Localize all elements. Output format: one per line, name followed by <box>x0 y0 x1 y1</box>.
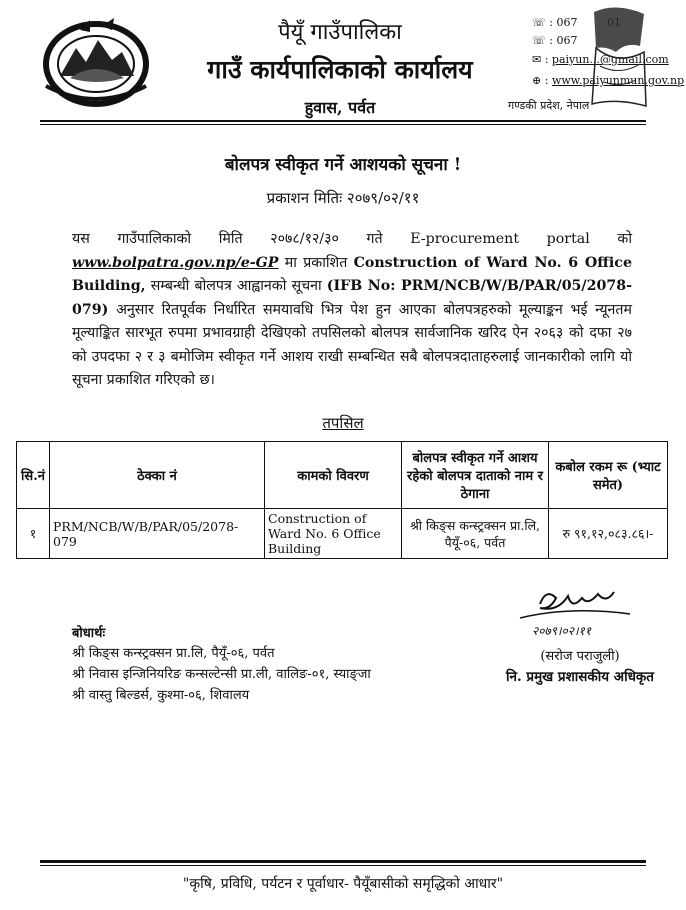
phone-line-1: ☏ : 067 <box>532 16 578 29</box>
footer-rule-thin <box>40 865 646 866</box>
signature-date: २०७९।०२।११ <box>532 624 592 638</box>
signatory-post: नि. प्रमुख प्रशासकीय अधिकृत <box>506 669 654 685</box>
header-rule-thin <box>40 124 646 125</box>
body-text-4: अनुसार रितपूर्वक निर्धारित समयावधि भित्र पेश हुन आएका बोलपत्रहरुको मूल्याङ्कन भई न्यूनतम मूल्याङ्कित सारभूत रुपमा प्रभावग्राही देखिएको तपसिलको बोलपत्र सार्वजानिक खरिद ऐन २०६३ को दफा २७ को उपदफा २ र ३ बमोजिम स्वीकृत गर्ने आशय राखी सम्बन्धित सबै बोलपत्रदाताहरुलाई जानकारीको लागि यो सूचना प्रकाशित गरिएको छ। <box>72 301 632 388</box>
cc-item: श्री वास्तु बिल्डर्स, कुश्मा-०६, शिवालय <box>72 688 250 703</box>
province: गण्डकी प्रदेश, नेपाल <box>508 99 590 112</box>
body-text-3: सम्बन्धी बोलपत्र आह्वानको सूचना <box>150 278 322 294</box>
notice-title: बोलपत्र स्वीकृत गर्ने आशयको सूचना ! <box>224 155 462 175</box>
cell-contract: PRM/NCB/W/B/PAR/05/2078-079 <box>50 509 265 559</box>
cell-work: Construction of Ward No. 6 Office Building <box>265 509 402 559</box>
ifb-number: (IFB No: PRM/NCB/W/B/PAR/05/2078-079) <box>72 278 632 318</box>
email-line: ✉ : paiyun...@gmail.com <box>532 53 669 66</box>
cc-item: श्री किङ्स कन्स्ट्रक्सन प्रा.लि, पैयूँ-०६, पर्वत <box>72 646 275 661</box>
footer-slogan: "कृषि, प्रविधि, पर्यटन र पूर्वाधार- पैयूँबासीको समृद्धिको आधार" <box>182 876 504 892</box>
office-stamp <box>586 6 650 110</box>
website-line: ⊕ : www.paiyunmun.gov.np <box>532 74 685 87</box>
col-sn: सि.नं <box>17 442 50 509</box>
mail-icon: ✉ : <box>532 53 552 66</box>
bolpatra-link[interactable]: www.bolpatra.gov.np/e-GP <box>72 254 279 271</box>
nepal-emblem-logo <box>40 16 152 108</box>
cc-item: श्री निवास इन्जिनियरिङ कन्सल्टेन्सी प्रा.ली, वालिङ-०१, स्याङ्जा <box>72 667 371 682</box>
cell-bidder: श्री किङ्स कन्स्ट्रक्सन प्रा.लि, पैयूँ-०६, पर्वत <box>402 509 549 559</box>
body-text-2: मा प्रकाशित <box>284 254 348 271</box>
col-contract: ठेक्का नं <box>50 442 265 509</box>
office-location: हुवास, पर्वत <box>304 98 376 117</box>
table-header-row <box>17 442 668 509</box>
body-text-1: यस गाउँपालिकाको मिति २०७८/१२/३० गते E-procurement portal को <box>72 231 632 247</box>
cell-sn: १ <box>17 509 50 559</box>
signatory-name: (सरोज पराजुली) <box>540 649 620 664</box>
table-row <box>17 509 668 559</box>
cc-label: बोधार्थः <box>72 626 106 641</box>
office-name: गाउँ कार्यपालिकाको कार्यालय <box>207 55 473 84</box>
fax-icon: ☏ : <box>532 34 557 47</box>
col-amount: कबोल रकम रू (भ्याट समेत) <box>549 442 668 509</box>
header-rule <box>40 120 646 122</box>
phone-line-2: ☏ : 067 <box>532 34 578 47</box>
publication-date: प्रकाशन मितिः २०७९/०२/११ <box>266 189 420 207</box>
globe-icon: ⊕ : <box>532 74 552 87</box>
municipality-name: पैयूँ गाउँपालिका <box>278 20 402 45</box>
project-name: Construction of Ward No. 6 Office Building, <box>72 254 632 294</box>
notice-body <box>72 228 632 393</box>
col-bidder: बोलपत्र स्वीकृत गर्ने आशय रहेको बोलपत्र दाताको नाम र ठेगाना <box>402 442 549 509</box>
details-heading: तपसिल <box>322 414 364 432</box>
award-table <box>16 441 668 559</box>
phone-icon: ☏ : <box>532 16 557 29</box>
footer-rule <box>40 860 646 863</box>
col-work: कामको विवरण <box>265 442 402 509</box>
cell-amount: रु ९१,१२,०८३.८६।- <box>549 509 668 559</box>
